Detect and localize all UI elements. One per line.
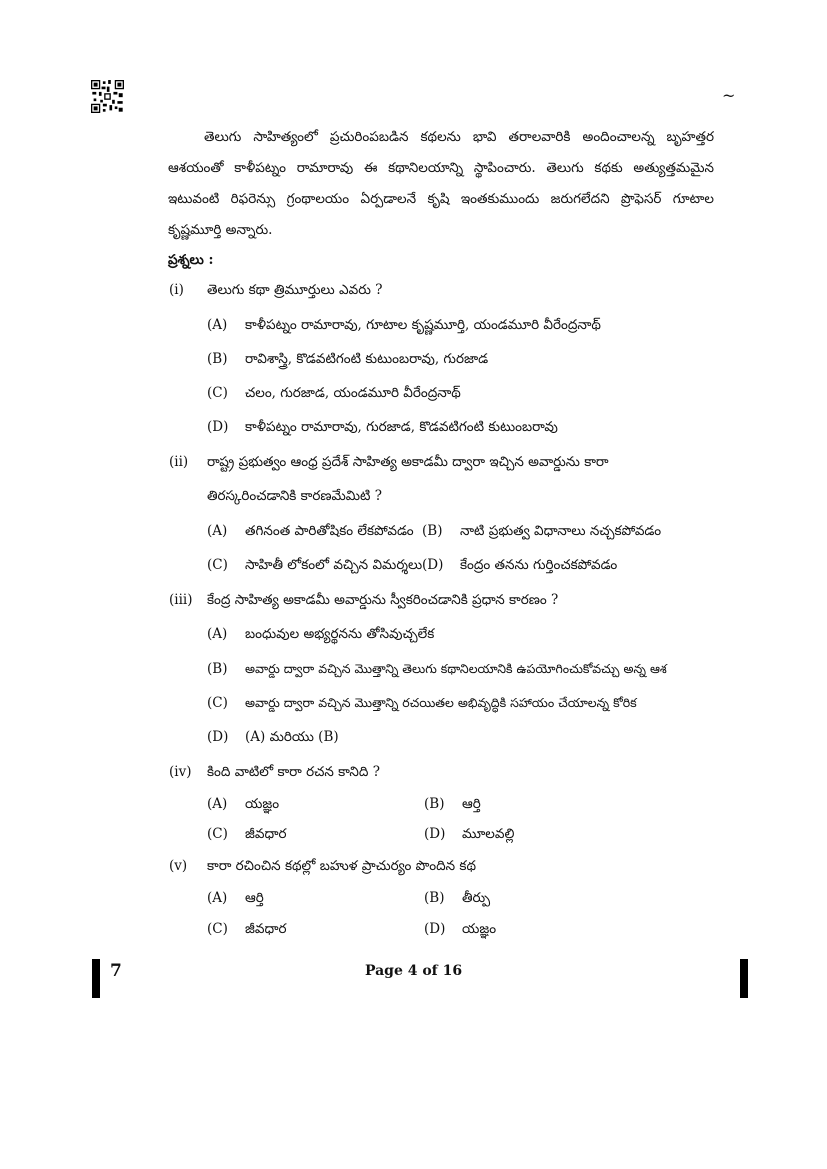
page-number: Page 4 of 16 bbox=[364, 963, 463, 979]
option-label: (C) bbox=[207, 385, 228, 401]
option-text: కాళీపట్నం రామారావు, గురజాడ, కొడవటిగంటి కుటుంబరావు bbox=[245, 419, 558, 435]
option-text: జీవధార bbox=[245, 921, 287, 937]
option-label: (A) bbox=[207, 890, 228, 906]
option-label: (D) bbox=[207, 729, 229, 745]
option-text: జీవధార bbox=[245, 826, 287, 842]
option-label: (B) bbox=[424, 890, 445, 906]
question-text: తెలుగు కథా త్రిమూర్తులు ఎవరు ? bbox=[207, 282, 383, 298]
question-number: (iii) bbox=[169, 592, 193, 608]
option-text: మూలవల్లి bbox=[462, 826, 515, 842]
option-text: తీర్పు bbox=[462, 890, 491, 906]
option-text: ఆర్తి bbox=[245, 890, 264, 906]
option-text: తగినంత పారితోషికం లేకపోవడం bbox=[245, 523, 414, 539]
question-number: (i) bbox=[169, 282, 184, 298]
option-text: ఆర్తి bbox=[462, 796, 481, 812]
option-text: రావిశాస్త్రి, కొడవటిగంటి కుటుంబరావు, గురజాడ bbox=[245, 351, 489, 367]
question-text: రాష్ట్ర ప్రభుత్వం ఆంధ్ర ప్రదేశ్ సాహిత్య అకాడమీ ద్వారా ఇచ్చిన అవార్డును కారా bbox=[207, 454, 609, 470]
option-label: (B) bbox=[207, 351, 228, 367]
option-label: (C) bbox=[207, 826, 228, 842]
questions-heading: ప్రశ్నలు : bbox=[168, 252, 214, 268]
option-label: (B) bbox=[424, 796, 445, 812]
option-label: (C) bbox=[207, 695, 228, 711]
question-text: కేంద్ర సాహిత్య అకాడమీ అవార్డును స్వీకరించడానికి ప్రధాన కారణం ? bbox=[207, 592, 559, 608]
option-label: (B) bbox=[422, 523, 443, 539]
option-text: నాటి ప్రభుత్వ విధానాలు నచ్చకపోవడం bbox=[460, 523, 662, 539]
question-number: (iv) bbox=[169, 764, 192, 780]
question-text: కారా రచించిన కథల్లో బహుళ ప్రాచుర్యం పొందిన కథ bbox=[207, 858, 476, 874]
question-number: (ii) bbox=[169, 454, 189, 470]
option-label: (D) bbox=[424, 826, 446, 842]
option-text: బంధువుల అభ్యర్థనను తోసివుచ్చలేక bbox=[245, 626, 435, 642]
option-text: యజ్ఞం bbox=[462, 921, 497, 937]
option-text: కాళీపట్నం రామారావు, గూటాల కృష్ణమూర్తి, యండమూరి వీరేంద్రనాథ్ bbox=[245, 317, 601, 333]
question-text: కింది వాటిలో కారా రచన కానిది ? bbox=[207, 764, 380, 780]
option-label: (D) bbox=[424, 921, 446, 937]
option-label: (C) bbox=[207, 557, 228, 573]
question-text-continued: తిరస్కరించడానికి కారణమేమిటి ? bbox=[207, 488, 383, 504]
option-text: సాహితీ లోకంలో వచ్చిన విమర్శలు bbox=[245, 557, 423, 573]
passage-text: తెలుగు సాహిత్యంలో ప్రచురింపబడిన కథలను భావి తరాలవారికి అందించాలన్న బృహత్తర ఆశయంతో కాళీపట్నం రామారావు ఈ కథానిలయాన్ని స్థాపించారు. తెలుగు కథకు అత్యుత్తమమైన ఇటువంటి రిఫరెన్సు గ్రంథాలయం ఏర్పడాలనే కృషి ఇంతకుముందు జరుగలేదని ప్రొఫెసర్ గూటాల కృష్ణమూర్తి అన్నారు. bbox=[168, 129, 714, 238]
option-label: (D) bbox=[422, 557, 444, 573]
question-number: (v) bbox=[169, 858, 188, 874]
option-label: (C) bbox=[207, 921, 228, 937]
option-label: (A) bbox=[207, 626, 228, 642]
option-label: (A) bbox=[207, 317, 228, 333]
option-label: (A) bbox=[207, 523, 228, 539]
option-label: (D) bbox=[207, 419, 229, 435]
option-label: (B) bbox=[207, 661, 228, 677]
option-text: చలం, గురజాడ, యండమూరి వీరేంద్రనాథ్ bbox=[245, 385, 461, 401]
corner-mark: ~ bbox=[722, 86, 736, 105]
option-text: (A) మరియు (B) bbox=[245, 729, 339, 745]
option-label: (A) bbox=[207, 796, 228, 812]
passage bbox=[168, 122, 714, 246]
paper-code: 7 bbox=[110, 961, 122, 981]
option-text: అవార్డు ద్వారా వచ్చిన మొత్తాన్ని రచయితల అభివృద్ధికి సహాయం చేయాలన్న కోరిక bbox=[245, 695, 637, 710]
option-text: యజ్ఞం bbox=[245, 796, 280, 812]
footer-right-bar bbox=[740, 959, 748, 998]
qr-code bbox=[91, 80, 124, 113]
option-text: అవార్డు ద్వారా వచ్చిన మొత్తాన్ని తెలుగు కథానిలయానికి ఉపయోగించుకోవచ్చు అన్న ఆశ bbox=[245, 661, 667, 676]
option-text: కేంద్రం తనను గుర్తించకపోవడం bbox=[460, 557, 618, 573]
